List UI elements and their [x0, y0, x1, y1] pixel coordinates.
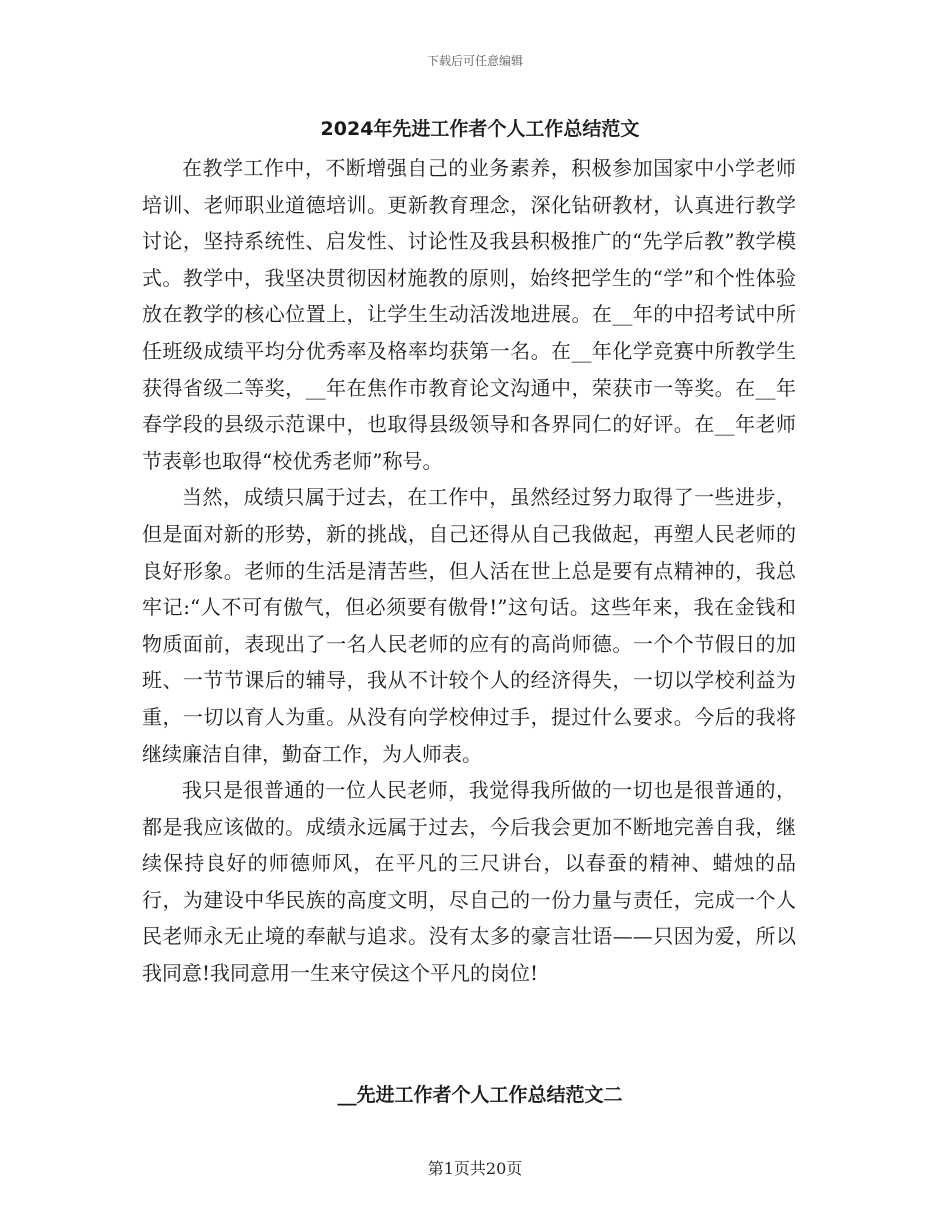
paragraph-1: 在教学工作中，不断增强自己的业务素养，积极参加国家中小学老师培训、老师职业道德培训。更新教育理念，深化钻研教材，认真进行教学讨论，坚持系统性、启发性、讨论性及我县积极推广的“先学后教”教学模式。教学中，我坚决贯彻因材施教的原则，始终把学生的“学”和个性体验放在教学的核心位置上，让学生生动活泼地进展。在__年的中招考试中所任班级成绩平均分优秀率及格率均获第一名。在__年化学竞赛中所教学生获得省级二等奖，__年在焦作市教育论文沟通中，荣获市一等奖。在__年春学段的县级示范课中，也取得县级领导和各界同仁的好评。在__年老师节表彰也取得“校优秀老师”称号。	[142, 156, 796, 473]
document-title: 2024年先进工作者个人工作总结范文	[320, 118, 640, 140]
paragraph-3: 我只是很普通的一位人民老师，我觉得我所做的一切也是很普通的，都是我应该做的。成绩永远属于过去，今后我会更加不断地完善自我，继续保持良好的师德师风，在平凡的三尺讲台，以春蚕的精神、蜡烛的品行，为建设中华民族的高度文明，尽自己的一份力量与责任，完成一个人民老师永无止境的奉献与追求。没有太多的豪言壮语——只因为爱，所以我同意!我同意用一生来守侯这个平凡的岗位!	[142, 778, 796, 986]
download-note: 下载后可任意编辑	[426, 54, 523, 68]
section-subtitle: __先进工作者个人工作总结范文二	[337, 1084, 623, 1106]
document-body	[142, 150, 796, 992]
paragraph-2: 当然，成绩只属于过去，在工作中，虽然经过努力取得了一些进步，但是面对新的形势，新的挑战，自己还得从自己我做起，再塑人民老师的良好形象。老师的生活是清苦些，但人活在世上总是要有点精神的，我总牢记:“人不可有傲气，但必须要有傲骨!”这句话。这些年来，我在金钱和物质面前，表现出了一名人民老师的应有的高尚师德。一个个节假日的加班、一节节课后的辅导，我从不计较个人的经济得失，一切以学校利益为重，一切以育人为重。从没有向学校伸过手，提过什么要求。今后的我将继续廉洁自律，勤奋工作，为人师表。	[142, 485, 796, 766]
page-number: 第1页共20页	[427, 1159, 523, 1178]
